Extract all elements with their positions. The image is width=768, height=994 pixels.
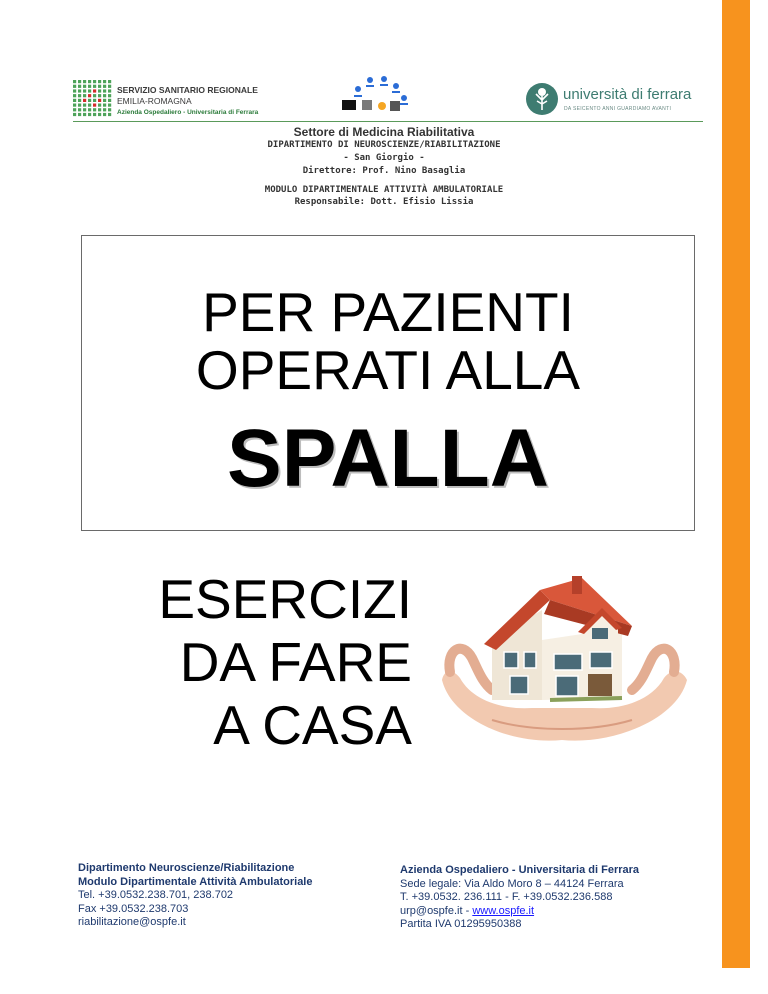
title-line-3: SPALLA — [227, 413, 549, 504]
universita-name: università di ferrara — [563, 86, 692, 103]
footer-vat: Partita IVA 01295950388 — [400, 918, 522, 930]
ssr-name: SERVIZIO SANITARIO REGIONALE — [117, 85, 258, 95]
dipartimento-block — [0, 139, 768, 178]
footer-contacts — [400, 905, 639, 919]
ssr-region: EMILIA-ROMAGNA — [117, 96, 192, 106]
modulo-name: MODULO DIPARTIMENTALE ATTIVITÀ AMBULATORIALE — [264, 185, 504, 195]
footer-phone: T. +39.0532. 236.111 - F. +39.0532.236.588 — [400, 891, 613, 903]
universita-ferrara-logo — [525, 82, 715, 118]
tree-circle-icon — [525, 82, 559, 116]
footer-sede: Sede legale: Via Aldo Moro 8 – 44124 Ferrara — [400, 877, 624, 890]
header-divider — [73, 121, 703, 122]
modulo-responsible: Responsabile: Dott. Efisio Lissia — [294, 197, 474, 207]
footer-module: Modulo Dipartimentale Attività Ambulatoriale — [78, 875, 313, 888]
modulo-block — [0, 184, 768, 208]
ssr-azienda: Azienda Ospedaliero - Universitaria di Ferrara — [117, 109, 259, 116]
ssr-dot-grid-icon — [73, 80, 113, 118]
footer-website-link[interactable]: www.ospfe.it — [472, 904, 535, 917]
servizio-sanitario-logo — [73, 80, 273, 120]
footer-urp-email[interactable]: urp@ospfe.it - — [400, 904, 473, 917]
footer-fax: Fax +39.0532.238.703 — [78, 902, 189, 915]
subtitle-line-3: A CASA — [213, 694, 412, 756]
footer-tel: Tel. +39.0532.238.701, 238.702 — [78, 889, 234, 901]
title-box — [81, 235, 695, 531]
subtitle-line-2: DA FARE — [179, 631, 412, 693]
people-circle-logo-icon — [340, 74, 412, 116]
subtitle-block — [112, 568, 412, 757]
footer-left — [78, 862, 313, 930]
dipartimento-director: Direttore: Prof. Nino Basaglia — [302, 166, 466, 176]
universita-motto: DA SEICENTO ANNI GUARDIAMO AVANTI — [564, 106, 672, 112]
subtitle-line-1: ESERCIZI — [158, 568, 412, 630]
footer-email[interactable]: riabilitazione@ospfe.it — [78, 916, 186, 928]
title-line-1: PER PAZIENTI — [202, 281, 574, 343]
dipartimento-name: DIPARTIMENTO DI NEUROSCIENZE/RIABILITAZIONE — [267, 140, 501, 150]
dipartimento-site: - San Giorgio - — [343, 153, 425, 163]
footer-azienda: Azienda Ospedaliero - Universitaria di Ferrara — [400, 864, 640, 876]
footer-right — [400, 864, 639, 932]
settore-title: Settore di Medicina Riabilitativa — [293, 125, 475, 139]
title-line-2: OPERATI ALLA — [195, 339, 581, 401]
house-in-hands-image — [432, 570, 692, 750]
footer-dept: Dipartimento Neuroscienze/Riabilitazione — [78, 862, 295, 874]
